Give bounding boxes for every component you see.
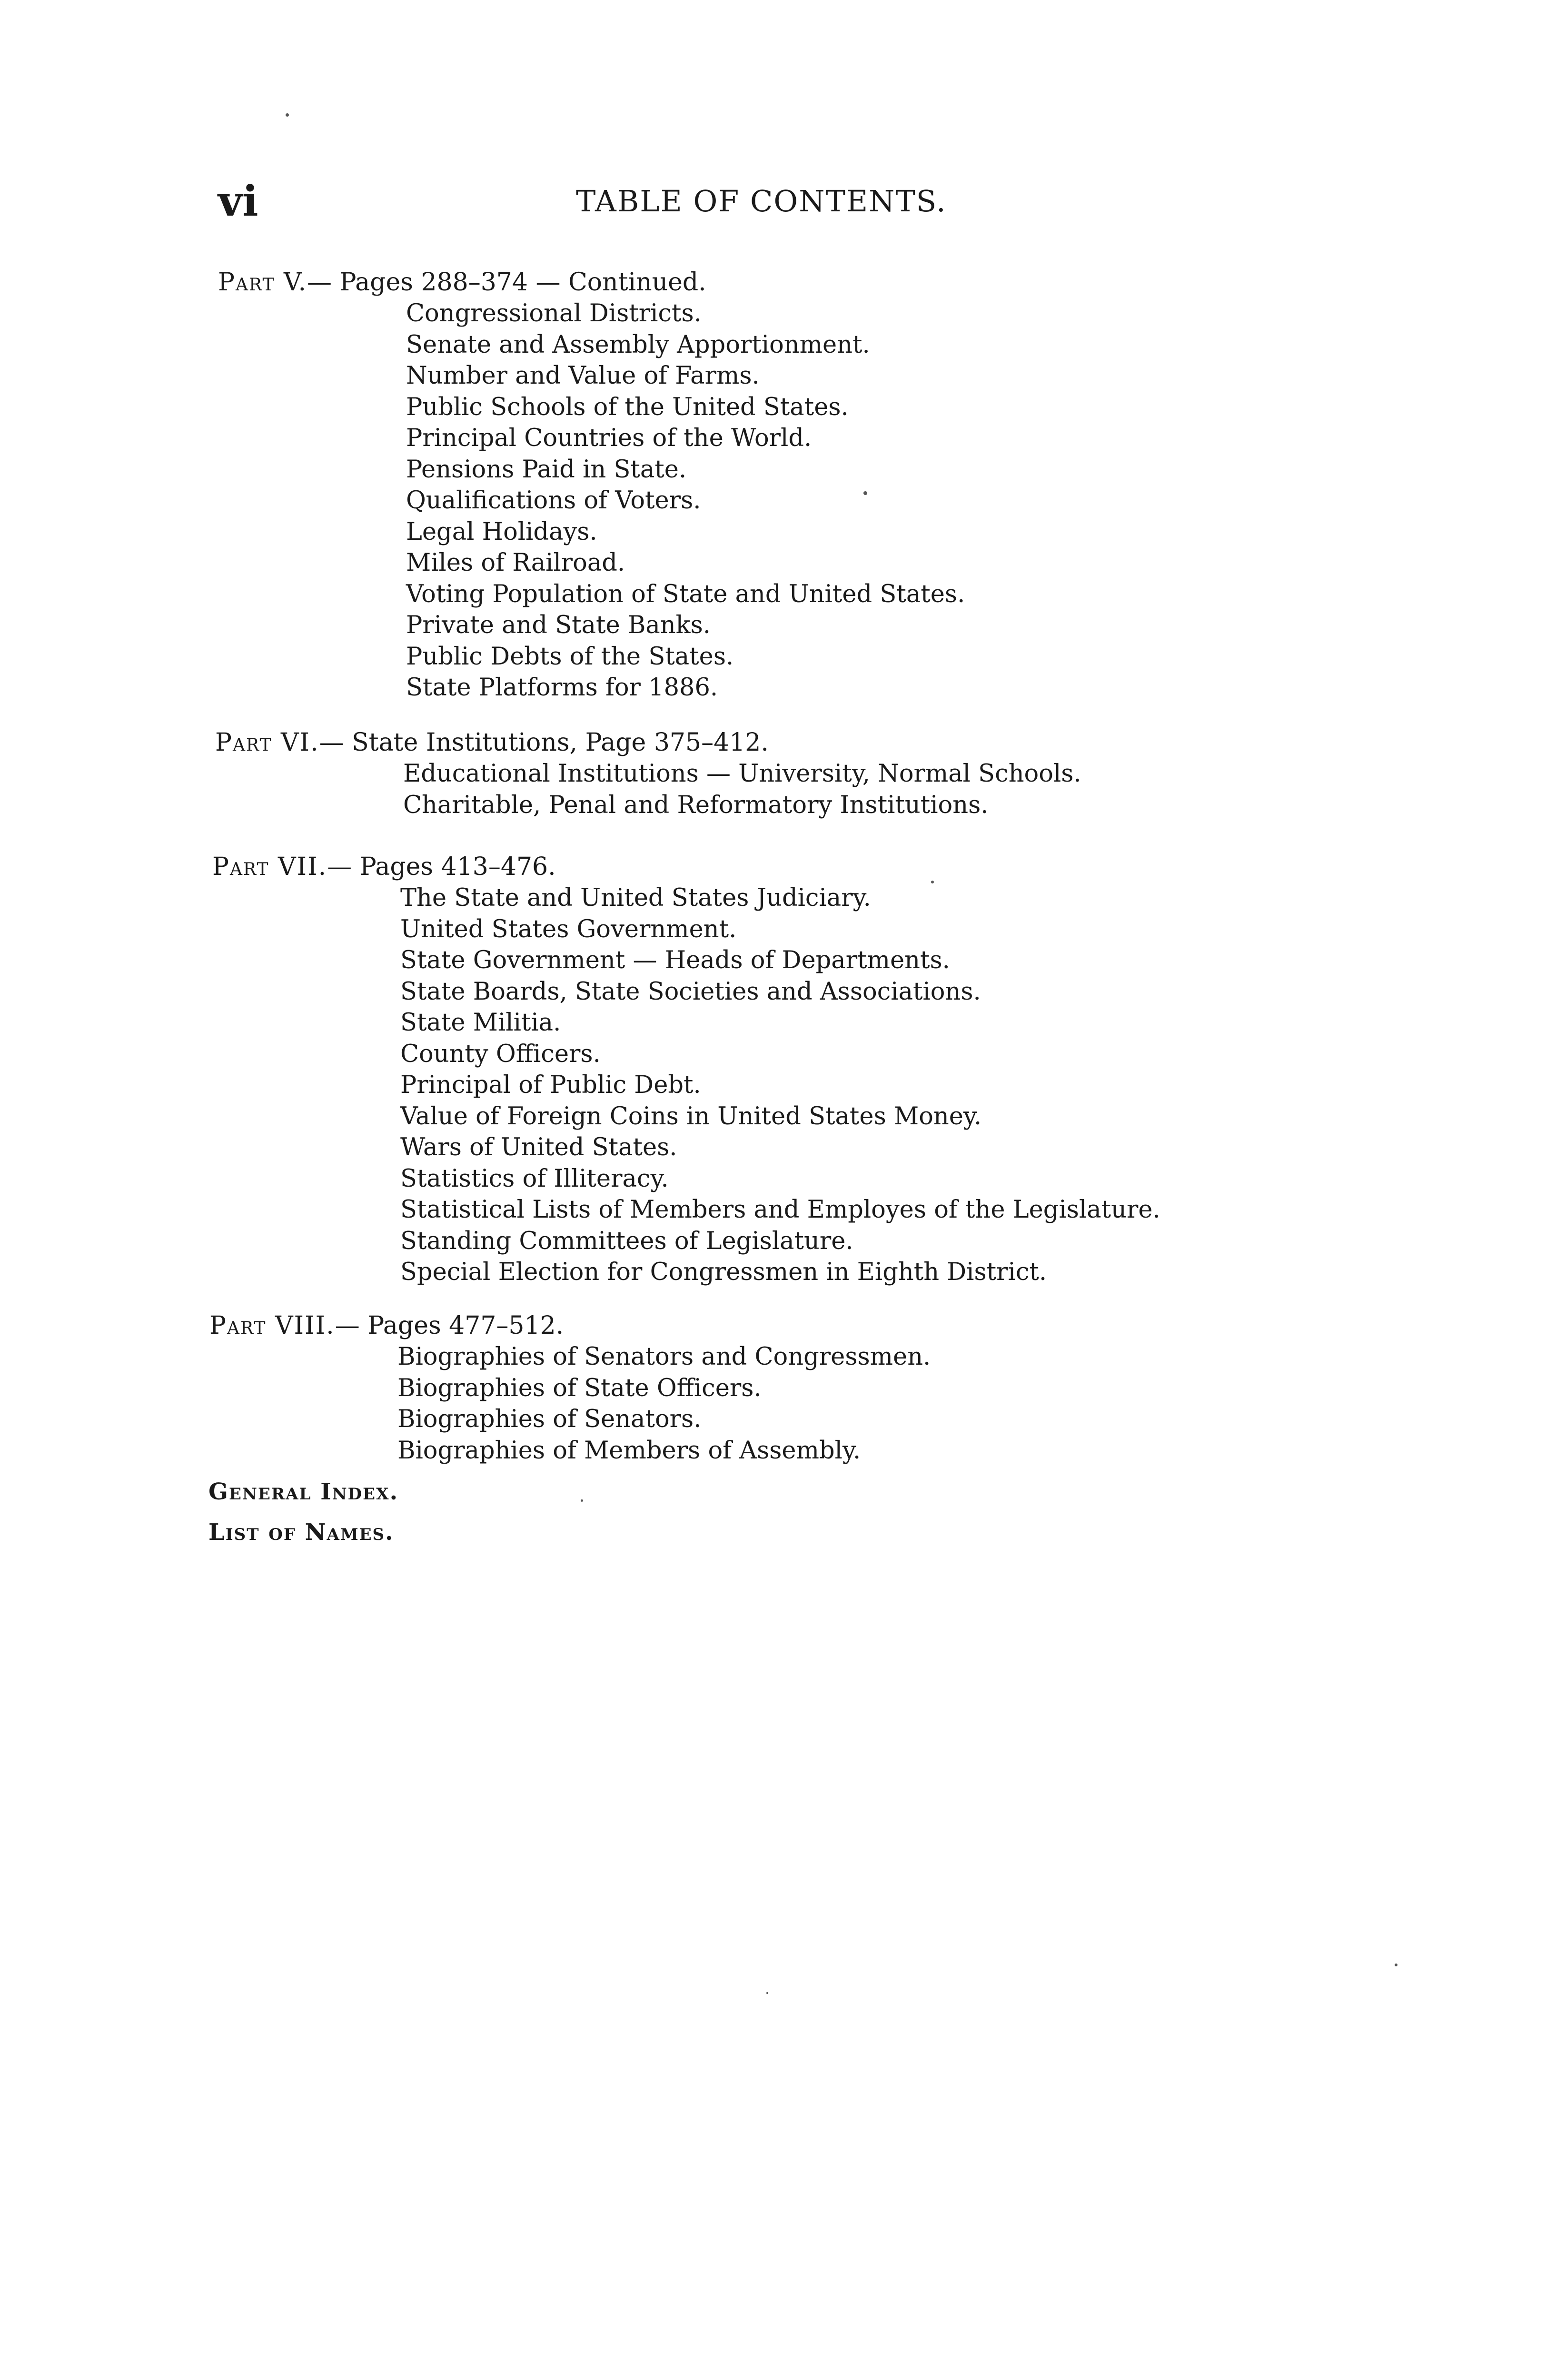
part-items xyxy=(212,883,1160,1288)
page-number: vi xyxy=(218,176,258,226)
list-item: The State and United States Judiciary. xyxy=(400,884,871,912)
list-item: Private and State Banks. xyxy=(406,611,711,639)
list-item: County Officers. xyxy=(400,1040,601,1068)
general-index: General Index. xyxy=(208,1478,399,1505)
list-item: Public Debts of the States. xyxy=(406,642,734,671)
list-item: Biographies of Members of Assembly. xyxy=(397,1436,861,1465)
list-item: Qualifications of Voters. xyxy=(406,486,701,515)
part-pages: — State Institutions, Page 375–412. xyxy=(319,728,769,757)
list-of-names: List of Names. xyxy=(208,1519,394,1546)
list-item: Statistical Lists of Members and Employes of the Legislature. xyxy=(400,1196,1160,1224)
part-items xyxy=(215,758,1081,821)
list-item: Biographies of Senators and Congressmen. xyxy=(397,1343,931,1371)
list-item: Special Election for Congressmen in Eighth District. xyxy=(400,1258,1047,1286)
list-item: Statistics of Illiteracy. xyxy=(400,1164,669,1193)
list-item: State Government — Heads of Departments. xyxy=(400,946,950,974)
part-items xyxy=(209,1341,931,1466)
list-item: Principal of Public Debt. xyxy=(400,1071,701,1099)
list-item: Voting Population of State and United States. xyxy=(406,580,965,608)
list-item: Pensions Paid in State. xyxy=(406,455,687,484)
part-label: Part VI. xyxy=(215,728,319,757)
list-item: Miles of Railroad. xyxy=(406,549,625,577)
scan-speck xyxy=(766,1992,768,1994)
part-vii xyxy=(212,851,1160,1288)
list-item: Principal Countries of the World. xyxy=(406,424,812,452)
list-item: State Militia. xyxy=(400,1009,561,1037)
list-item: Biographies of Senators. xyxy=(397,1405,702,1433)
list-item: United States Government. xyxy=(400,915,737,943)
scan-speck xyxy=(1395,1964,1397,1966)
part-v xyxy=(218,267,965,704)
part-heading xyxy=(215,727,1081,758)
list-item: Educational Institutions — University, Normal Schools. xyxy=(403,760,1081,788)
list-item: Standing Committees of Legislature. xyxy=(400,1227,853,1255)
part-label: Part V. xyxy=(218,268,307,297)
list-item: Senate and Assembly Apportionment. xyxy=(406,330,870,359)
scan-speck xyxy=(581,1499,583,1502)
part-label: Part VIII. xyxy=(209,1311,335,1340)
part-pages: — Pages 288–374 — Continued. xyxy=(307,268,706,297)
part-vi xyxy=(215,727,1081,821)
scan-speck xyxy=(863,491,867,495)
list-item: Charitable, Penal and Reformatory Institutions. xyxy=(403,791,989,819)
list-item: State Platforms for 1886. xyxy=(406,674,718,702)
list-item: State Boards, State Societies and Associations. xyxy=(400,977,981,1006)
list-item: Number and Value of Farms. xyxy=(406,362,760,390)
part-viii xyxy=(209,1310,931,1466)
list-item: Wars of United States. xyxy=(400,1133,677,1161)
scan-speck xyxy=(286,113,289,117)
part-pages: — Pages 477–512. xyxy=(335,1311,564,1340)
part-heading xyxy=(212,851,1160,883)
list-item: Biographies of State Officers. xyxy=(397,1374,762,1402)
part-pages: — Pages 413–476. xyxy=(327,853,556,881)
list-item: Congressional Districts. xyxy=(406,299,702,327)
scan-speck xyxy=(931,881,934,883)
part-label: Part VII. xyxy=(212,853,327,881)
part-items xyxy=(218,298,965,704)
list-item: Public Schools of the United States. xyxy=(406,393,849,421)
list-item: Legal Holidays. xyxy=(406,517,597,546)
page-title: TABLE OF CONTENTS. xyxy=(576,184,947,218)
list-item: Value of Foreign Coins in United States Money. xyxy=(400,1102,982,1130)
part-heading xyxy=(209,1310,931,1341)
part-heading xyxy=(218,267,965,298)
